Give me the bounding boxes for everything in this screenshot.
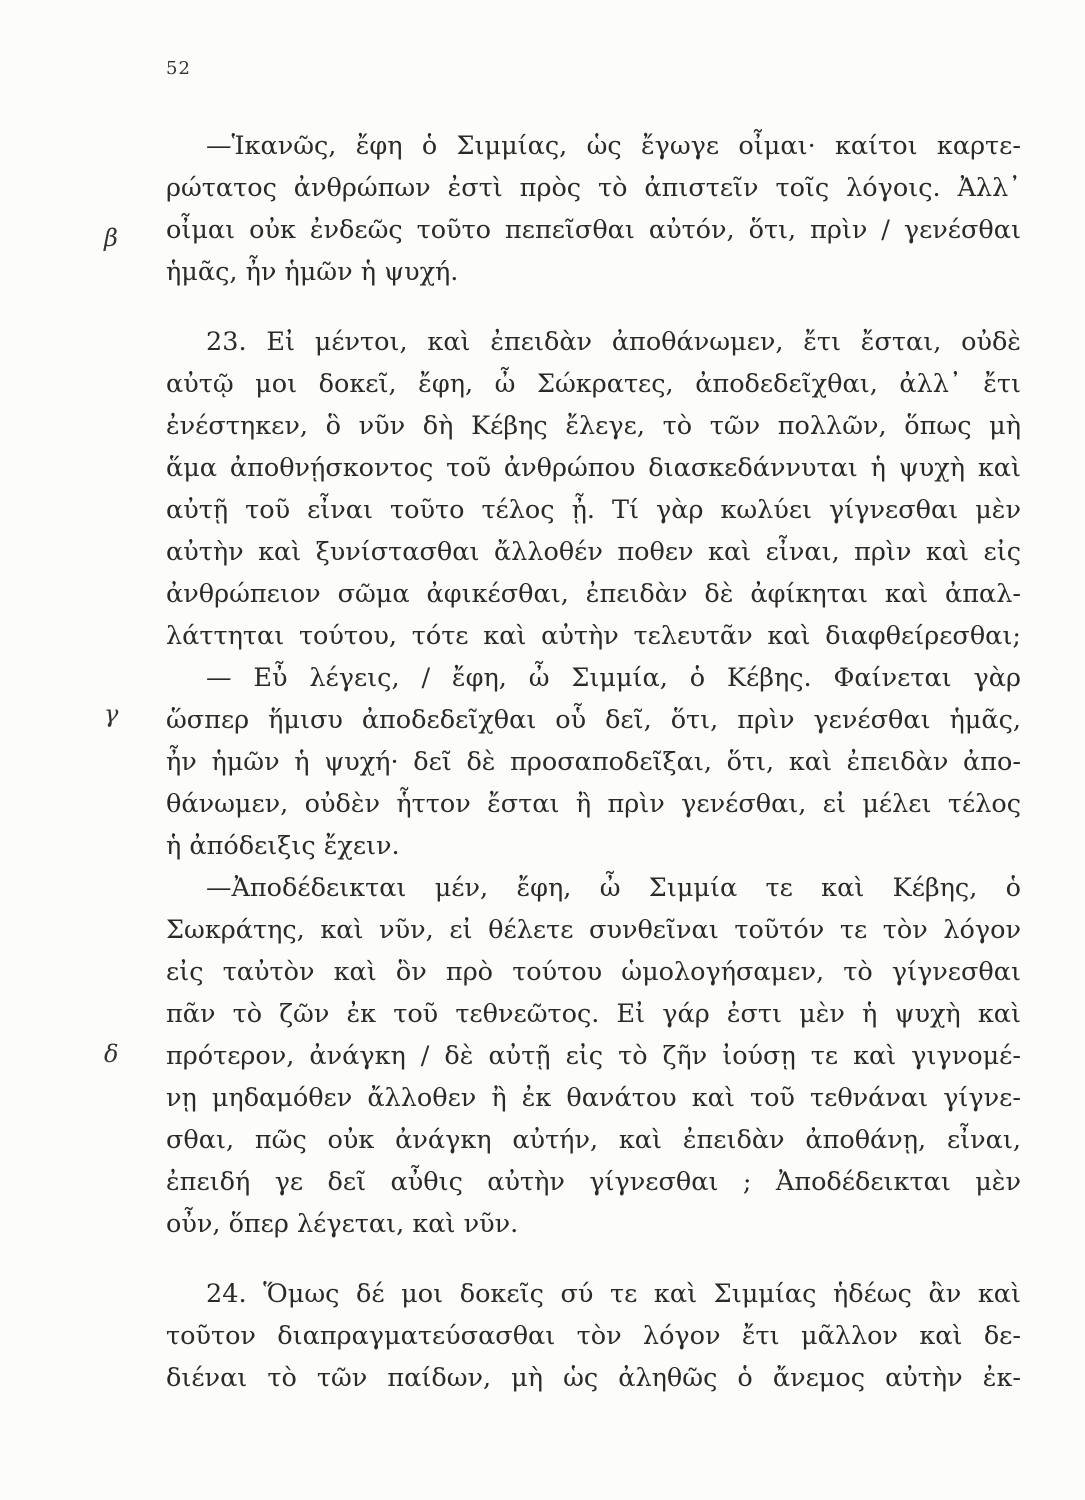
text-line: —Ἀποδέδεικται μέν, ἔφη, ὦ Σιμμία τε καὶ Κέβης, ὁ [206,873,1021,903]
text-line: ὥσπερ ἥμισυ ἀποδεδεῖχθαι οὗ δεῖ, ὅτι, πρὶν γενέσθαι ἡμᾶς, [166,705,1021,735]
text-line: ἐνέστηκεν, ὃ νῦν δὴ Κέβης ἔλεγε, τὸ τῶν πολλῶν, ὅπως μὴ [166,411,1021,441]
text-line: θάνωμεν, οὐδὲν ἧττον ἔσται ἢ πρὶν γενέσθαι, εἰ μέλει τέλος [166,789,1021,819]
margin-marker-beta: β [104,224,118,252]
margin-marker-delta: δ [104,1040,119,1068]
text-line: — Εὖ λέγεις, / ἔφη, ὦ Σιμμία, ὁ Κέβης. Φαίνεται γὰρ [206,663,1021,693]
text-line: 23. Εἰ μέντοι, καὶ ἐπειδὰν ἀποθάνωμεν, ἔτι ἔσται, οὐδὲ [206,327,1021,357]
text-line: —Ἱκανῶς, ἔφη ὁ Σιμμίας, ὡς ἔγωγε οἶμαι· καίτοι καρτε- [206,131,1021,161]
text-line: Σωκράτης, καὶ νῦν, εἰ θέλετε συνθεῖναι τοῦτόν τε τὸν λόγον [166,915,1021,945]
text-line: αὐτῷ μοι δοκεῖ, ἔφη, ὦ Σώκρατες, ἀποδεδεῖχθαι, ἀλλ᾽ ἔτι [166,369,1021,399]
text-line: ἡ ἀπόδειξις ἔχειν. [166,831,400,861]
text-line: αὐτὴν καὶ ξυνίστασθαι ἄλλοθέν ποθεν καὶ εἶναι, πρὶν καὶ εἰς [166,537,1021,567]
text-line: νῃ μηδαμόθεν ἄλλοθεν ἢ ἐκ θανάτου καὶ τοῦ τεθνάναι γίγνε- [166,1083,1021,1113]
text-line: ἐπειδή γε δεῖ αὖθις αὐτὴν γίγνεσθαι ; Ἀποδέδεικται μὲν [166,1167,1021,1197]
text-line: λάττηται τούτου, τότε καὶ αὐτὴν τελευτᾶν καὶ διαφθείρεσθαι; [166,621,1021,651]
text-line: ἦν ἡμῶν ἡ ψυχή· δεῖ δὲ προσαποδεῖξαι, ὅτι, καὶ ἐπειδὰν ἀπο- [166,747,1021,777]
text-line: ἀνθρώπειον σῶμα ἀφικέσθαι, ἐπειδὰν δὲ ἀφίκηται καὶ ἀπαλ- [166,579,1021,609]
text-line: αὐτῇ τοῦ εἶναι τοῦτο τέλος ᾖ. Τί γὰρ κωλύει γίγνεσθαι μὲν [166,495,1021,525]
text-line: εἰς ταὐτὸν καὶ ὃν πρὸ τούτου ὡμολογήσαμεν, τὸ γίγνεσθαι [166,957,1021,987]
text-line: 24. Ὅμως δέ μοι δοκεῖς σύ τε καὶ Σιμμίας ἡδέως ἂν καὶ [206,1279,1021,1309]
margin-marker-gamma: γ [104,700,119,728]
text-line: διέναι τὸ τῶν παίδων, μὴ ὡς ἀληθῶς ὁ ἄνεμος αὐτὴν ἐκ- [166,1363,1021,1393]
text-line: σθαι, πῶς οὐκ ἀνάγκη αὐτήν, καὶ ἐπειδὰν ἀποθάνῃ, εἶναι, [166,1125,1021,1155]
text-line: οὖν, ὅπερ λέγεται, καὶ νῦν. [166,1209,519,1239]
text-line: πᾶν τὸ ζῶν ἐκ τοῦ τεθνεῶτος. Εἰ γάρ ἐστι μὲν ἡ ψυχὴ καὶ [166,999,1021,1029]
text-line: ἡμᾶς, ἦν ἡμῶν ἡ ψυχή. [166,257,459,287]
text-line: πρότερον, ἀνάγκη / δὲ αὐτῇ εἰς τὸ ζῆν ἰούσῃ τε καὶ γιγνομέ- [166,1041,1021,1071]
text-line: τοῦτον διαπραγματεύσασθαι τὸν λόγον ἔτι μᾶλλον καὶ δε- [166,1321,1021,1351]
page-number: 52 [166,58,191,79]
text-line: ἅμα ἀποθνῄσκοντος τοῦ ἀνθρώπου διασκεδάννυται ἡ ψυχὴ καὶ [166,453,1021,483]
text-line: ρώτατος ἀνθρώπων ἐστὶ πρὸς τὸ ἀπιστεῖν τοῖς λόγοις. Ἀλλ᾽ [166,173,1021,203]
text-line: οἶμαι οὐκ ἐνδεῶς τοῦτο πεπεῖσθαι αὐτόν, ὅτι, πρὶν / γενέσθαι [166,215,1021,245]
